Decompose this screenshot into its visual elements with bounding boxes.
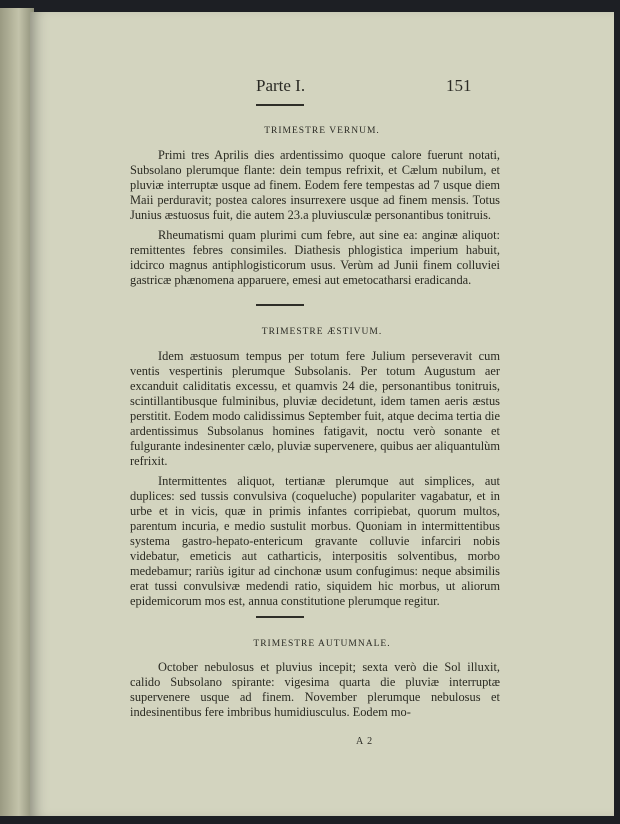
section-rule — [256, 616, 304, 618]
section-heading-autumnale: TRIMESTRE AUTUMNALE. — [253, 639, 391, 649]
book-page — [30, 12, 614, 816]
header-rule — [256, 104, 304, 106]
paragraph-vernum-weather: Primi tres Aprilis dies ardentissimo quoque calore fuerunt notati, Subsolano plerumque flante: dein tempus refrixit, et Cælum nubilum, et pluviæ interruptæ usque ad finem. Eodem fere tempestas ad 7 usque diem Maii perduravit; postea calores insurrexere usque ad finem mensis. Totus Junius æstuosus fuit, die autem 23.a pluviusculæ personantibus tonitruis. — [130, 148, 500, 222]
running-title: Parte I. — [256, 76, 306, 95]
section-rule — [256, 304, 304, 306]
section-heading-aestivum: TRIMESTRE ÆSTIVUM. — [261, 327, 383, 337]
signature-mark: A 2 — [356, 736, 374, 747]
paragraph-vernum-diseases: Rheumatismi quam plurimi cum febre, aut sine ea: anginæ aliquot: remittentes febres consimiles. Diathesis phlogistica imperium habuit, idcirco magnus antiphlogisticorum usus. Verùm ad Junii finem colluviei gastricæ phænomena apparuere, emesi aut emetocatharsi eradicanda. — [130, 228, 500, 287]
paragraph-aestivum-diseases: Intermittentes aliquot, tertianæ plerumque aut simplices, aut duplices: sed tussis convulsiva (coqueluche) populariter vagabatur, et in urbe et in vicis, quæ in primis infantes corripiebat, quorum multos, parentum incuria, e medio sustulit morbus. Quoniam in intermittentibus systema gastro-hepato-entericum gravante colluvie infarciri nobis videbatur, emeticis aut catharticis, interpositis solventibus, morbo medebamur; rariùs igitur ad cinchonæ usum confugimus: neque absimilis erat tussi convulsivæ medendi ratio, siquidem hic morbus, ut aliorum epidemicorum mos est, annua constitutione plerumque regitur. — [130, 474, 500, 608]
page-header — [30, 76, 614, 98]
section-heading-vernum: TRIMESTRE VERNUM. — [264, 126, 380, 136]
paragraph-aestivum-weather: Idem æstuosum tempus per totum fere Julium perseveravit cum ventis vespertinis plerumque Subsolanis. Per totum Augustum aer excanduit caliditatis excessu, et quamvis 24 die, personantibus tonitruis, scintillantibusque fulminibus, pluviæ decidetunt, idem tamen aeris æstus perstitit. Eodem modo calidissimus September fuit, atque decima tertia die ardentissimus Subsolanus homines fatigavit, noctu verò sonante et fulgurante indesinenter cælo, pluviæ supervenere, quibus aer aliquantulùm refrixit. — [130, 349, 500, 468]
paragraph-autumnale-weather: October nebulosus et pluvius incepit; sexta verò die Sol illuxit, calido Subsolano spirante: vigesima quarta die pluviæ interruptæ supervenere usque ad finem. November plerumque nebulosus et indesinentibus fere imbribus humidiusculus. Eodem mo- — [130, 660, 500, 719]
page-number: 151 — [446, 76, 472, 95]
facing-page-edge — [0, 8, 34, 816]
